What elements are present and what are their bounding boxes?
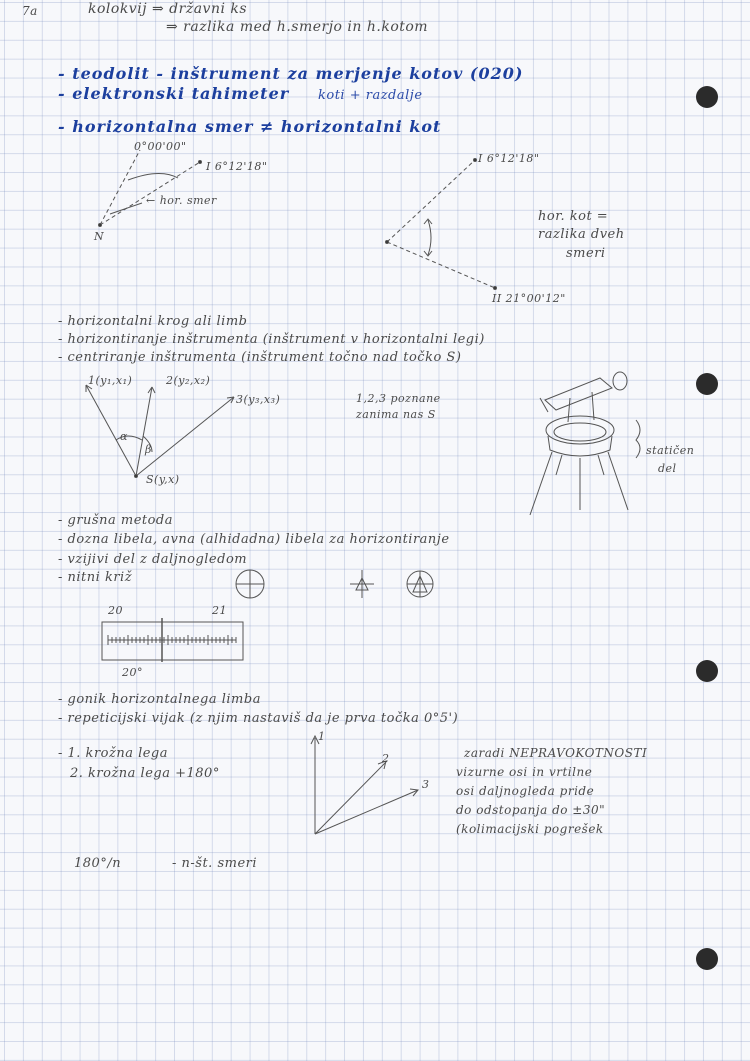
scale-label-bottom: 20° xyxy=(122,666,143,679)
header-line-2: ⇒ razlika med h.smerjo in h.kotom xyxy=(166,19,429,35)
collimation-note-2: vizurne osi in vrtilne xyxy=(456,765,593,779)
north-label: N xyxy=(94,230,105,243)
note-horizontiranje: - horizontiranje inštrumenta (inštrument v horizontalni legi) xyxy=(58,332,485,347)
point-1b-label: I 6°12'18" xyxy=(478,152,540,165)
resection-note-1: 1,2,3 poznane xyxy=(356,392,441,405)
direction-2-label: 2 xyxy=(382,752,390,765)
footer-text: - n-št. smeri xyxy=(172,856,258,871)
point-1-label: I 6°12'18" xyxy=(206,160,268,173)
hor-kot-note-3: smeri xyxy=(566,246,606,261)
direction-3-label: 3 xyxy=(422,778,430,791)
note-daljnogled: - vzijivi del z daljnogledom xyxy=(58,552,248,567)
resection-note-2: zanima nas S xyxy=(356,408,436,421)
scale-label-21: 21 xyxy=(212,604,227,617)
point-1-coords: 1(y₁,x₁) xyxy=(88,374,133,387)
point-2-coords: 2(y₂,x₂) xyxy=(166,374,211,387)
angle-alpha: α xyxy=(120,430,128,443)
note-tahimeter: - elektronski tahimeter xyxy=(58,84,290,103)
hor-kot-note-2: razlika dveh xyxy=(538,227,625,242)
note-krozna-lega-2: 2. krožna lega +180° xyxy=(70,766,220,781)
note-teodolit: - teodolit - inštrument za merjenje kotov (020) xyxy=(58,64,524,83)
note-libela: - dozna libela, avna (alhidadna) libela za horizontiranje xyxy=(58,532,450,547)
header-line-1: kolokvij ⇒ državni ks xyxy=(88,1,248,17)
note-limb: - horizontalni krog ali limb xyxy=(58,314,248,329)
margin-note: 7a xyxy=(22,4,38,18)
collimation-note-4: do odstopanja do ±30" xyxy=(456,803,606,817)
static-part-label-1: statičen xyxy=(646,444,695,457)
hor-smer-label: ← hor. smer xyxy=(146,194,217,207)
note-gonik: - gonik horizontalnega limba xyxy=(58,692,261,707)
note-repeticijski-vijak: - repeticijski vijak (z njim nastaviš da je prva točka 0°5') xyxy=(58,711,459,726)
note-tahimeter-detail: koti + razdalje xyxy=(318,88,423,103)
static-part-label-2: del xyxy=(658,462,677,475)
collimation-note-5: (kolimacijski pogrešek xyxy=(456,822,604,836)
point-2-label: II 21°00'12" xyxy=(492,292,566,305)
direction-1-label: 1 xyxy=(318,730,326,743)
angle-beta: β xyxy=(145,443,152,456)
note-nitni-kriz: - nitni križ xyxy=(58,570,133,585)
station-s-label: S(y,x) xyxy=(146,473,180,486)
hor-kot-note-1: hor. kot = xyxy=(538,209,609,224)
note-smer-vs-kot: - horizontalna smer ≠ horizontalni kot xyxy=(58,117,442,136)
collimation-note-1: zaradi NEPRAVOKOTNOSTI xyxy=(464,746,648,760)
point-3-coords: 3(y₃,x₃) xyxy=(236,393,281,406)
zero-direction-label: 0°00'00" xyxy=(134,140,187,153)
note-centriranje: - centriranje inštrumenta (inštrument točno nad točko S) xyxy=(58,350,462,365)
note-krozna-lega-1: - 1. krožna lega xyxy=(58,746,169,761)
scale-label-20: 20 xyxy=(108,604,123,617)
note-grusna-metoda: - grušna metoda xyxy=(58,513,174,528)
collimation-note-3: osi daljnogleda pride xyxy=(456,784,595,798)
footer-formula: 180°/n xyxy=(74,856,122,871)
